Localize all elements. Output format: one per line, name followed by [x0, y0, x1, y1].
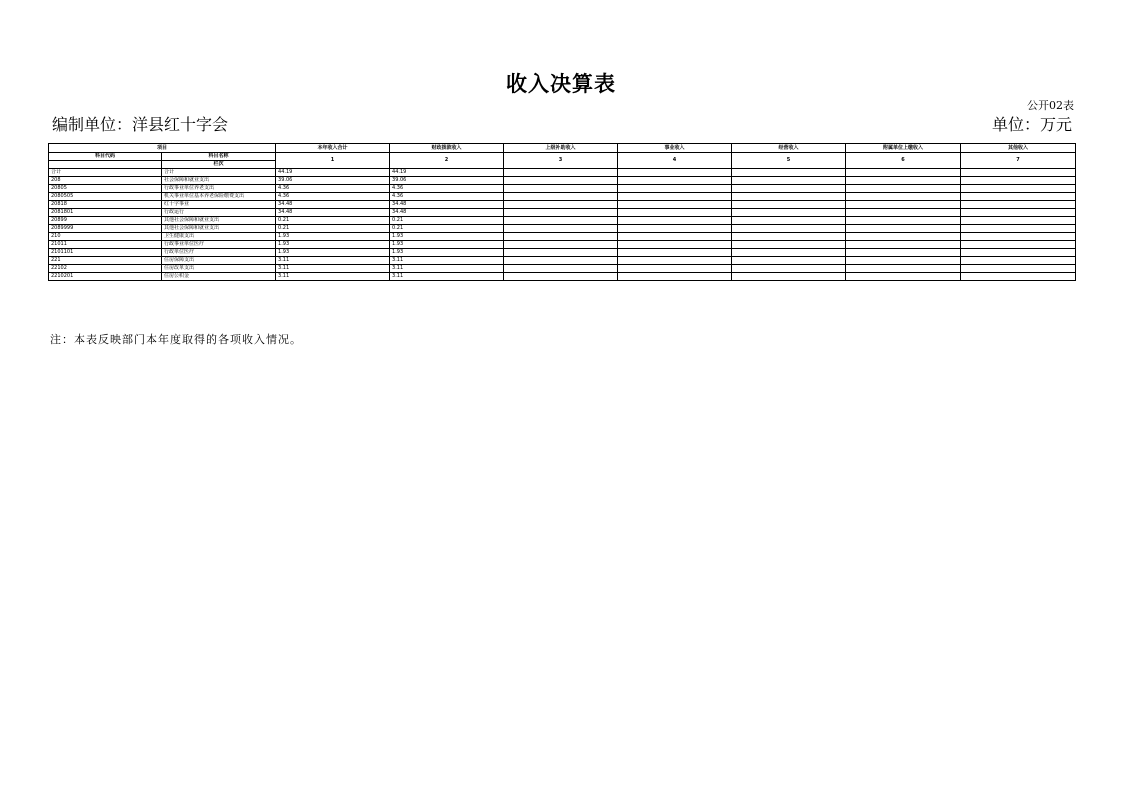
cell-name: 行政事业单位养老支出	[162, 185, 276, 193]
cell-affiliated-income	[846, 193, 961, 201]
cell-name: 其他社会保障和就业支出	[162, 217, 276, 225]
col-no-7: 7	[961, 153, 1076, 169]
cell-other-income	[961, 257, 1076, 265]
cell-name: 住房保障支出	[162, 257, 276, 265]
cell-code: 20818	[49, 201, 162, 209]
table-row	[49, 249, 1076, 257]
cell-operating-income	[732, 193, 846, 201]
table-body	[49, 169, 1076, 281]
cell-total-income: 3.11	[276, 265, 390, 273]
cell-code: 2081801	[49, 209, 162, 217]
cell-total-income: 0.21	[276, 217, 390, 225]
cell-total-income: 4.36	[276, 193, 390, 201]
cell-superior-subsidy	[504, 177, 618, 185]
cell-superior-subsidy	[504, 193, 618, 201]
cell-code: 20899	[49, 217, 162, 225]
cell-other-income	[961, 241, 1076, 249]
cell-fiscal-income: 3.11	[390, 257, 504, 265]
cell-total-income: 34.48	[276, 209, 390, 217]
header-code-blank	[49, 161, 162, 169]
header-name: 科目名称	[162, 153, 276, 161]
cell-superior-subsidy	[504, 265, 618, 273]
cell-other-income	[961, 249, 1076, 257]
cell-affiliated-income	[846, 257, 961, 265]
cell-business-income	[618, 177, 732, 185]
cell-operating-income	[732, 217, 846, 225]
cell-affiliated-income	[846, 273, 961, 281]
cell-name: 行政单位医疗	[162, 249, 276, 257]
cell-superior-subsidy	[504, 257, 618, 265]
cell-affiliated-income	[846, 241, 961, 249]
cell-affiliated-income	[846, 201, 961, 209]
cell-operating-income	[732, 225, 846, 233]
cell-total-income: 0.21	[276, 225, 390, 233]
cell-operating-income	[732, 201, 846, 209]
cell-business-income	[618, 169, 732, 177]
cell-business-income	[618, 273, 732, 281]
cell-other-income	[961, 193, 1076, 201]
cell-superior-subsidy	[504, 225, 618, 233]
cell-other-income	[961, 265, 1076, 273]
cell-operating-income	[732, 273, 846, 281]
cell-name: 合计	[162, 169, 276, 177]
unit-label: 单位：万元	[991, 115, 1072, 134]
cell-code: 2101101	[49, 249, 162, 257]
cell-fiscal-income: 34.48	[390, 209, 504, 217]
cell-other-income	[961, 225, 1076, 233]
cell-operating-income	[732, 241, 846, 249]
cell-business-income	[618, 225, 732, 233]
cell-code: 208	[49, 177, 162, 185]
cell-total-income: 1.93	[276, 241, 390, 249]
cell-business-income	[618, 217, 732, 225]
cell-operating-income	[732, 249, 846, 257]
table-row	[49, 265, 1076, 273]
table-row	[49, 193, 1076, 201]
cell-affiliated-income	[846, 185, 961, 193]
cell-business-income	[618, 185, 732, 193]
organization-label: 编制单位：洋县红十字会	[52, 115, 229, 134]
cell-fiscal-income: 0.21	[390, 217, 504, 225]
cell-affiliated-income	[846, 169, 961, 177]
table-row	[49, 217, 1076, 225]
cell-fiscal-income: 3.11	[390, 265, 504, 273]
cell-fiscal-income: 1.93	[390, 249, 504, 257]
cell-business-income	[618, 193, 732, 201]
header-col-2: 财政拨款收入	[390, 144, 504, 153]
cell-fiscal-income: 34.48	[390, 201, 504, 209]
cell-total-income: 3.11	[276, 273, 390, 281]
cell-name: 社会保障和就业支出	[162, 177, 276, 185]
cell-total-income: 3.11	[276, 257, 390, 265]
cell-other-income	[961, 185, 1076, 193]
header-column-label: 栏次	[162, 161, 276, 169]
header-project: 项目	[49, 144, 276, 153]
footnote: 注：本表反映部门本年度取得的各项收入情况。	[50, 333, 302, 346]
cell-code: 210	[49, 233, 162, 241]
cell-business-income	[618, 265, 732, 273]
cell-business-income	[618, 209, 732, 217]
cell-code: 2210201	[49, 273, 162, 281]
form-number: 公开02表	[1027, 99, 1074, 112]
cell-business-income	[618, 201, 732, 209]
cell-name: 行政运行	[162, 209, 276, 217]
cell-affiliated-income	[846, 217, 961, 225]
col-no-5: 5	[732, 153, 846, 169]
cell-fiscal-income: 3.11	[390, 273, 504, 281]
cell-total-income: 39.06	[276, 177, 390, 185]
cell-superior-subsidy	[504, 201, 618, 209]
col-no-3: 3	[504, 153, 618, 169]
col-no-2: 2	[390, 153, 504, 169]
cell-operating-income	[732, 177, 846, 185]
cell-code: 2080505	[49, 193, 162, 201]
table-row	[49, 257, 1076, 265]
header-col-5: 经营收入	[732, 144, 846, 153]
cell-superior-subsidy	[504, 249, 618, 257]
cell-fiscal-income: 4.36	[390, 193, 504, 201]
cell-code: 21011	[49, 241, 162, 249]
cell-operating-income	[732, 233, 846, 241]
cell-superior-subsidy	[504, 273, 618, 281]
cell-affiliated-income	[846, 233, 961, 241]
cell-total-income: 1.93	[276, 249, 390, 257]
cell-operating-income	[732, 169, 846, 177]
cell-fiscal-income: 1.93	[390, 233, 504, 241]
col-no-1: 1	[276, 153, 390, 169]
header-col-6: 附属单位上缴收入	[846, 144, 961, 153]
cell-other-income	[961, 273, 1076, 281]
cell-superior-subsidy	[504, 241, 618, 249]
cell-other-income	[961, 201, 1076, 209]
header-col-1: 本年收入合计	[276, 144, 390, 153]
table-row	[49, 241, 1076, 249]
cell-business-income	[618, 233, 732, 241]
cell-superior-subsidy	[504, 233, 618, 241]
cell-name: 住房改革支出	[162, 265, 276, 273]
cell-other-income	[961, 169, 1076, 177]
cell-code: 20805	[49, 185, 162, 193]
cell-name: 卫生健康支出	[162, 233, 276, 241]
cell-operating-income	[732, 185, 846, 193]
cell-name: 机关事业单位基本养老保险缴费支出	[162, 193, 276, 201]
cell-affiliated-income	[846, 265, 961, 273]
cell-superior-subsidy	[504, 169, 618, 177]
cell-name: 其他社会保障和就业支出	[162, 225, 276, 233]
cell-fiscal-income: 4.36	[390, 185, 504, 193]
cell-code: 221	[49, 257, 162, 265]
report-title: 收入决算表	[506, 71, 616, 96]
header-col-3: 上级补助收入	[504, 144, 618, 153]
table-row	[49, 177, 1076, 185]
header-code: 科目代码	[49, 153, 162, 161]
cell-total-income: 4.36	[276, 185, 390, 193]
cell-other-income	[961, 177, 1076, 185]
cell-affiliated-income	[846, 249, 961, 257]
cell-name: 红十字事业	[162, 201, 276, 209]
col-no-4: 4	[618, 153, 732, 169]
cell-code: 22102	[49, 265, 162, 273]
table-row	[49, 209, 1076, 217]
cell-affiliated-income	[846, 177, 961, 185]
col-no-6: 6	[846, 153, 961, 169]
table-row	[49, 225, 1076, 233]
cell-superior-subsidy	[504, 217, 618, 225]
table-row	[49, 201, 1076, 209]
income-table	[48, 143, 1076, 281]
table-header	[49, 144, 1076, 169]
cell-superior-subsidy	[504, 209, 618, 217]
cell-affiliated-income	[846, 225, 961, 233]
table-row	[49, 233, 1076, 241]
cell-other-income	[961, 233, 1076, 241]
cell-operating-income	[732, 209, 846, 217]
cell-affiliated-income	[846, 209, 961, 217]
cell-operating-income	[732, 265, 846, 273]
header-col-7: 其他收入	[961, 144, 1076, 153]
cell-operating-income	[732, 257, 846, 265]
cell-other-income	[961, 209, 1076, 217]
cell-code: 2089999	[49, 225, 162, 233]
cell-business-income	[618, 257, 732, 265]
cell-superior-subsidy	[504, 185, 618, 193]
cell-code: 合计	[49, 169, 162, 177]
cell-fiscal-income: 44.19	[390, 169, 504, 177]
cell-fiscal-income: 39.06	[390, 177, 504, 185]
cell-other-income	[961, 217, 1076, 225]
cell-total-income: 34.48	[276, 201, 390, 209]
table-row	[49, 185, 1076, 193]
cell-business-income	[618, 249, 732, 257]
cell-business-income	[618, 241, 732, 249]
header-col-4: 事业收入	[618, 144, 732, 153]
cell-name: 行政事业单位医疗	[162, 241, 276, 249]
cell-name: 住房公积金	[162, 273, 276, 281]
table-row	[49, 169, 1076, 177]
table-row	[49, 273, 1076, 281]
cell-fiscal-income: 1.93	[390, 241, 504, 249]
cell-fiscal-income: 0.21	[390, 225, 504, 233]
cell-total-income: 1.93	[276, 233, 390, 241]
cell-total-income: 44.19	[276, 169, 390, 177]
